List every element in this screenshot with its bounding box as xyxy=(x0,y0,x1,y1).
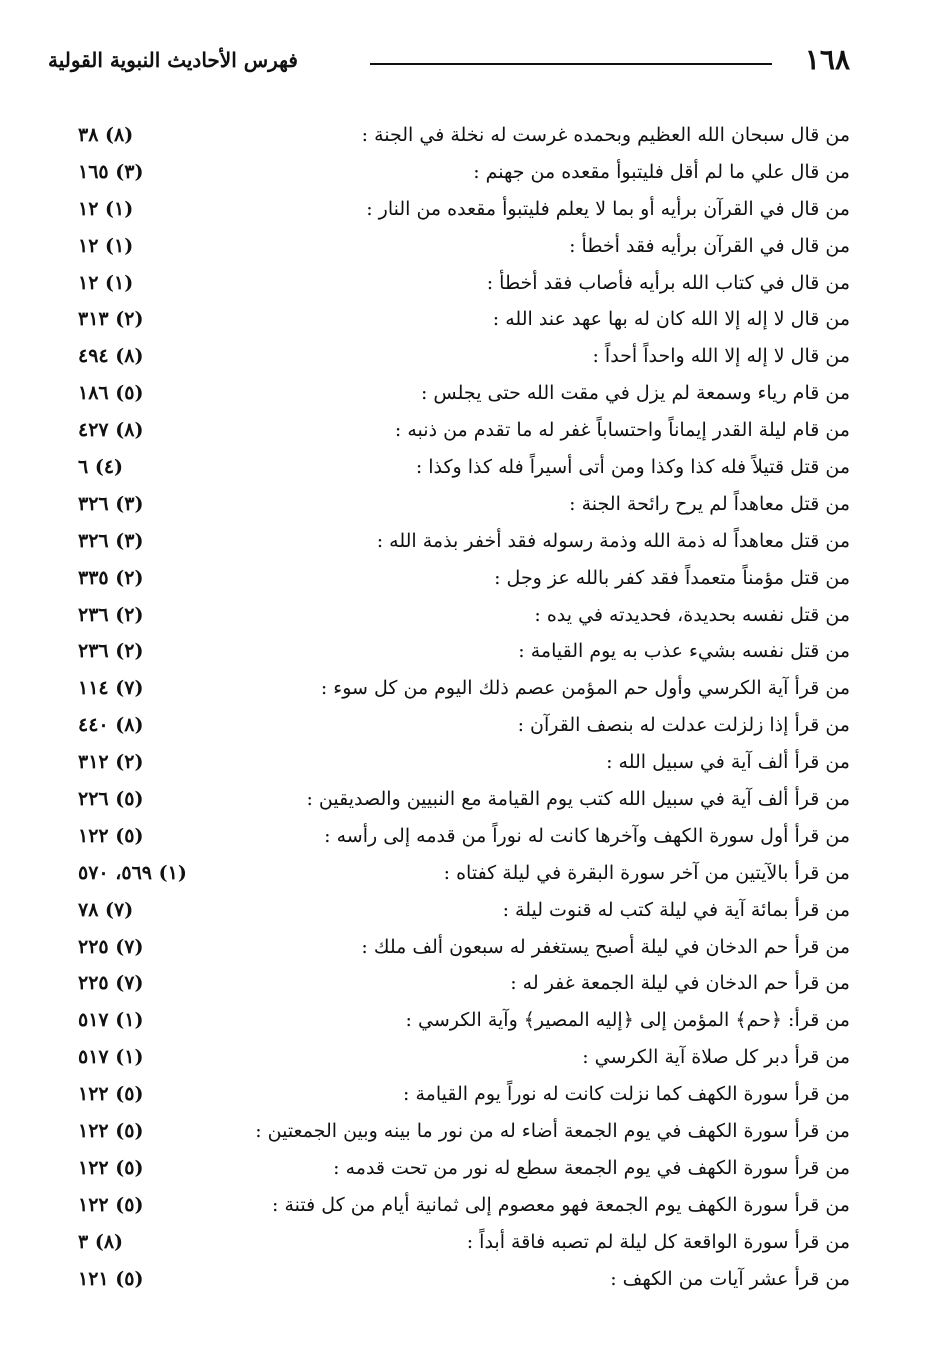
index-entry xyxy=(78,1002,850,1039)
page-reference: (٢) ٣١٣ xyxy=(78,308,144,331)
hadith-text: من قتل معاهداً لم يرح رائحة الجنة : xyxy=(569,492,850,515)
hadith-text: من قرأ عشر آيات من الكهف : xyxy=(610,1267,850,1290)
hadith-text: من قال سبحان الله العظيم وبحمده غرست له نخلة في الجنة : xyxy=(361,124,850,146)
page-reference: (٥) ١٨٦ xyxy=(78,382,144,405)
hadith-text: من قتل معاهداً له ذمة الله وذمة رسوله فقد أخفر بذمة الله : xyxy=(376,529,850,552)
index-entry xyxy=(78,486,850,523)
index-entry xyxy=(78,338,850,375)
header-rule xyxy=(370,63,772,65)
running-title: فهرس الأحاديث النبوية القولية xyxy=(48,48,298,72)
hadith-text: من قرأ دبر كل صلاة آية الكرسي : xyxy=(582,1046,850,1069)
page-reference: (٨) ٣ xyxy=(78,1230,124,1253)
page-reference: (٨) ٤٩٤ xyxy=(78,345,144,368)
page-reference: (٨) ٤٢٧ xyxy=(78,419,144,442)
page-reference: (٣) ٣٢٦ xyxy=(78,529,144,552)
hadith-text: من قرأ بمائة آية في ليلة كتب له قنوت ليلة : xyxy=(502,898,850,921)
index-entry xyxy=(78,744,850,781)
index-entry xyxy=(78,117,850,154)
index-entry xyxy=(78,1150,850,1187)
hadith-text: من قرأ إذا زلزلت عدلت له بنصف القرآن : xyxy=(517,714,850,737)
index-entry xyxy=(78,1039,850,1076)
hadith-text: من قرأ سورة الكهف يوم الجمعة فهو معصوم إلى ثمانية أيام من كل فتنة : xyxy=(272,1193,850,1216)
page-reference: (٨) ٤٤٠ xyxy=(78,714,144,737)
index-entry xyxy=(78,670,850,707)
page-reference: (١) ٥١٧ xyxy=(78,1009,144,1032)
page-reference: (٥) ١٢٢ xyxy=(78,1156,144,1179)
index-entry xyxy=(78,1076,850,1113)
hadith-text: من قرأ سورة الكهف في يوم الجمعة سطع له نور من تحت قدمه : xyxy=(333,1156,850,1179)
hadith-text: من قال لا إله إلا الله واحداً أحداً : xyxy=(592,345,850,368)
page-reference: (٥) ١٢٢ xyxy=(78,824,144,847)
index-entry xyxy=(78,1224,850,1261)
page-reference: (٣) ٣٢٦ xyxy=(78,492,144,515)
page-reference: (١) ١٢ xyxy=(78,234,134,257)
page-reference: (١) ١٢ xyxy=(78,271,134,294)
page-header xyxy=(48,40,850,80)
index-entry xyxy=(78,781,850,818)
index-entry xyxy=(78,892,850,929)
page-reference: (١) ٥١٧ xyxy=(78,1046,144,1069)
index-entry xyxy=(78,412,850,449)
index-entry xyxy=(78,1187,850,1224)
page-reference: (٢) ٢٣٦ xyxy=(78,640,144,663)
index-entry xyxy=(78,154,850,191)
hadith-text: من قال لا إله إلا الله كان له بها عهد عند الله : xyxy=(492,308,850,331)
page-reference: (٣) ١٦٥ xyxy=(78,160,144,183)
hadith-text: من قرأ سورة الواقعة كل ليلة لم تصبه فاقة أبداً : xyxy=(466,1230,850,1253)
index-entry xyxy=(78,633,850,670)
hadith-text: من قام ليلة القدر إيماناً واحتساباً غفر له ما تقدم من ذنبه : xyxy=(394,419,850,442)
index-entry xyxy=(78,818,850,855)
index-entry xyxy=(78,707,850,744)
page-reference: (١) ٥٦٩، ٥٧٠ xyxy=(78,861,187,884)
hadith-text: من قرأ بالآيتين من آخر سورة البقرة في ليلة كفتاه : xyxy=(443,861,850,884)
hadith-text: من قتل نفسه بحديدة، فحديدته في يده : xyxy=(534,603,850,626)
hadith-text: من قرأ أول سورة الكهف وآخرها كانت له نوراً من قدمه إلى رأسه : xyxy=(324,824,850,847)
hadith-text: من قرأ ألف آية في سبيل الله : xyxy=(606,751,850,774)
index-entry xyxy=(78,191,850,228)
index-entry xyxy=(78,375,850,412)
page-reference: (٥) ١٢١ xyxy=(78,1267,144,1290)
hadith-text: من قال في القرآن برأيه فقد أخطأ : xyxy=(569,234,850,257)
page-reference: (٥) ١٢٢ xyxy=(78,1120,144,1143)
hadith-index-list xyxy=(78,117,850,1298)
hadith-text: من قال في القرآن برأيه أو بما لا يعلم فليتبوأ مقعده من النار : xyxy=(366,197,850,220)
hadith-text: من قرأ سورة الكهف كما نزلت كانت له نوراً يوم القيامة : xyxy=(403,1083,850,1106)
page-reference: (٧) ٧٨ xyxy=(78,898,134,921)
hadith-text: من قام رياء وسمعة لم يزل في مقت الله حتى يجلس : xyxy=(420,382,850,405)
hadith-text: من قتل قتيلاً فله كذا وكذا ومن أتى أسيراً فله كذا وكذا : xyxy=(415,456,850,479)
hadith-text: من قرأ: ﴿حم﴾ المؤمن إلى ﴿إليه المصير﴾ وآية الكرسي : xyxy=(405,1009,850,1032)
hadith-text: من قتل مؤمناً متعمداً فقد كفر بالله عز وجل : xyxy=(494,566,850,589)
page-reference: (٨) ٣٨ xyxy=(78,124,134,146)
page-reference: (٥) ١٢٢ xyxy=(78,1193,144,1216)
page-reference: (٥) ٢٢٦ xyxy=(78,788,144,811)
hadith-text: من قرأ سورة الكهف في يوم الجمعة أضاء له من نور ما بينه وبين الجمعتين : xyxy=(255,1120,850,1143)
page-reference: (٤) ٦ xyxy=(78,456,124,479)
index-entry xyxy=(78,301,850,338)
index-entry xyxy=(78,855,850,892)
page-reference: (٢) ٣١٢ xyxy=(78,751,144,774)
index-entry xyxy=(78,597,850,634)
hadith-text: من قال في كتاب الله برأيه فأصاب فقد أخطأ : xyxy=(486,271,850,294)
hadith-text: من قرأ حم الدخان في ليلة الجمعة غفر له : xyxy=(510,972,850,995)
page-reference: (٧) ١١٤ xyxy=(78,677,144,700)
page-reference: (٧) ٢٢٥ xyxy=(78,935,144,958)
hadith-text: من قرأ آية الكرسي وأول حم المؤمن عصم ذلك اليوم من كل سوء : xyxy=(320,677,850,700)
index-entry xyxy=(78,560,850,597)
index-entry xyxy=(78,523,850,560)
page-reference: (١) ١٢ xyxy=(78,197,134,220)
page-reference: (٧) ٢٢٥ xyxy=(78,972,144,995)
hadith-text: من قال علي ما لم أقل فليتبوأ مقعده من جهنم : xyxy=(473,160,850,183)
index-entry xyxy=(78,1113,850,1150)
index-entry xyxy=(78,228,850,265)
index-entry xyxy=(78,965,850,1002)
page-reference: (٥) ١٢٢ xyxy=(78,1083,144,1106)
index-entry xyxy=(78,929,850,966)
hadith-text: من قرأ ألف آية في سبيل الله كتب يوم القيامة مع النبيين والصديقين : xyxy=(306,788,850,811)
index-entry xyxy=(78,1261,850,1298)
hadith-text: من قتل نفسه بشيء عذب به يوم القيامة : xyxy=(518,640,850,663)
page-number: ١٦٨ xyxy=(804,43,850,76)
hadith-text: من قرأ حم الدخان في ليلة أصبح يستغفر له سبعون ألف ملك : xyxy=(361,935,850,958)
index-entry xyxy=(78,265,850,302)
page-reference: (٢) ٢٣٦ xyxy=(78,603,144,626)
page-reference: (٢) ٣٣٥ xyxy=(78,566,144,589)
index-entry xyxy=(78,449,850,486)
